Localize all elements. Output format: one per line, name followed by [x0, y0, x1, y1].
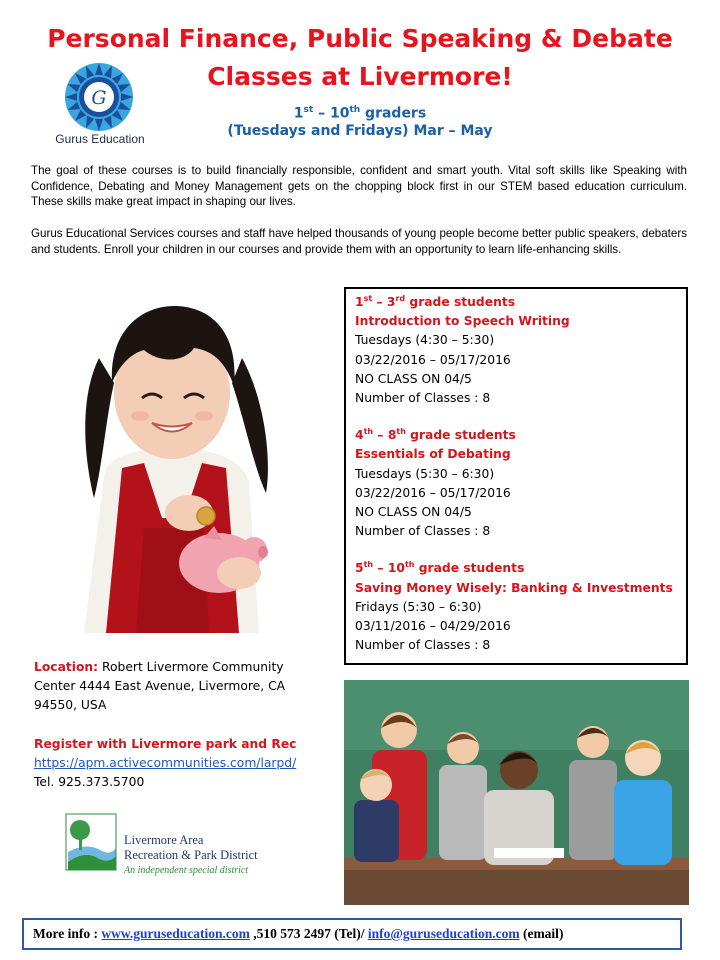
class-3-dates: 03/11/2016 – 04/29/2016	[355, 619, 511, 634]
footer-prefix: More info :	[33, 926, 102, 941]
class-1-days: Tuesdays (4:30 – 5:30)	[355, 333, 495, 348]
website-link[interactable]: www.guruseducation.com	[101, 926, 250, 941]
register-link[interactable]: https://apm.activecommunities.com/larpd/	[34, 755, 297, 770]
class-schedule-box	[344, 287, 688, 665]
class-3-grades: 5th – 10th grade students	[355, 560, 525, 576]
logo-letter: G	[91, 87, 107, 109]
class-1-dates: 03/22/2016 – 05/17/2016	[355, 352, 511, 367]
larpd-line-2: Recreation & Park District	[124, 848, 258, 862]
class-1-count: Number of Classes : 8	[355, 391, 491, 406]
class-1-note: NO CLASS ON 04/5	[355, 371, 472, 386]
class-1-grades: 1st – 3rd grade students	[355, 293, 516, 309]
class-2-days: Tuesdays (5:30 – 6:30)	[355, 466, 495, 481]
email-link[interactable]: info@guruseducation.com	[367, 926, 520, 941]
class-2-count: Number of Classes : 8	[355, 524, 491, 539]
footer-phone: ,510 573 2497 (Tel)/	[249, 926, 368, 941]
class-2-course: Essentials of Debating	[355, 447, 511, 462]
location-label: Location:	[34, 660, 99, 674]
grades-subtitle: 1st – 10th graders	[293, 105, 427, 122]
services-paragraph: Gurus Educational Services courses and staff have helped thousands of young people become better public speakers, debaters and students. Enroll your children in our courses and provide them with an opportunity to learn life-enhancing skills.	[31, 227, 687, 256]
class-3-count: Number of Classes : 8	[355, 638, 491, 653]
location-line-1: Location: Robert Livermore Community	[34, 660, 284, 674]
larpd-line-3: An independent special district	[124, 865, 249, 876]
class-2-grades: 4th – 8th grade students	[355, 427, 516, 443]
class-3-days: Fridays (5:30 – 6:30)	[355, 599, 482, 614]
larpd-logo-icon	[64, 812, 279, 882]
larpd-line-1: Livermore Area	[124, 833, 204, 847]
girl-piggy-bank-photo	[44, 288, 302, 633]
location-block	[34, 658, 324, 792]
logo-name: Gurus Education	[55, 132, 145, 146]
intro-paragraph: The goal of these courses is to build financially responsible, confident and smart youth. Vital soft skills like Speaking with Confidence, Debating and Money Management gets on the chopping block first in our STEM based education curriculum. These skills make great impact in shaping our lives.	[31, 164, 687, 208]
class-2-note: NO CLASS ON 04/5	[355, 505, 472, 520]
title-line-1: Personal Finance, Public Speaking & Debate	[47, 24, 673, 53]
footer-contact-bar	[22, 918, 682, 950]
class-2	[355, 426, 686, 541]
location-line-2: Center 4444 East Avenue, Livermore, CA	[34, 679, 286, 694]
title-line-2: Classes at Livermore!	[207, 62, 513, 91]
schedule-subtitle: (Tuesdays and Fridays) Mar – May	[227, 123, 493, 139]
phone-number: Tel. 925.373.5700	[34, 775, 145, 790]
class-3-course: Saving Money Wisely: Banking & Investments	[355, 580, 673, 595]
classroom-photo	[344, 680, 689, 905]
footer-suffix: (email)	[519, 926, 564, 941]
location-line-3: 94550, USA	[34, 698, 107, 713]
class-3	[355, 559, 686, 655]
gurus-logo-icon	[64, 62, 134, 132]
register-label: Register with Livermore park and Rec	[34, 736, 297, 751]
class-1-course: Introduction to Speech Writing	[355, 314, 570, 329]
class-2-dates: 03/22/2016 – 05/17/2016	[355, 485, 511, 500]
class-1	[355, 293, 686, 408]
